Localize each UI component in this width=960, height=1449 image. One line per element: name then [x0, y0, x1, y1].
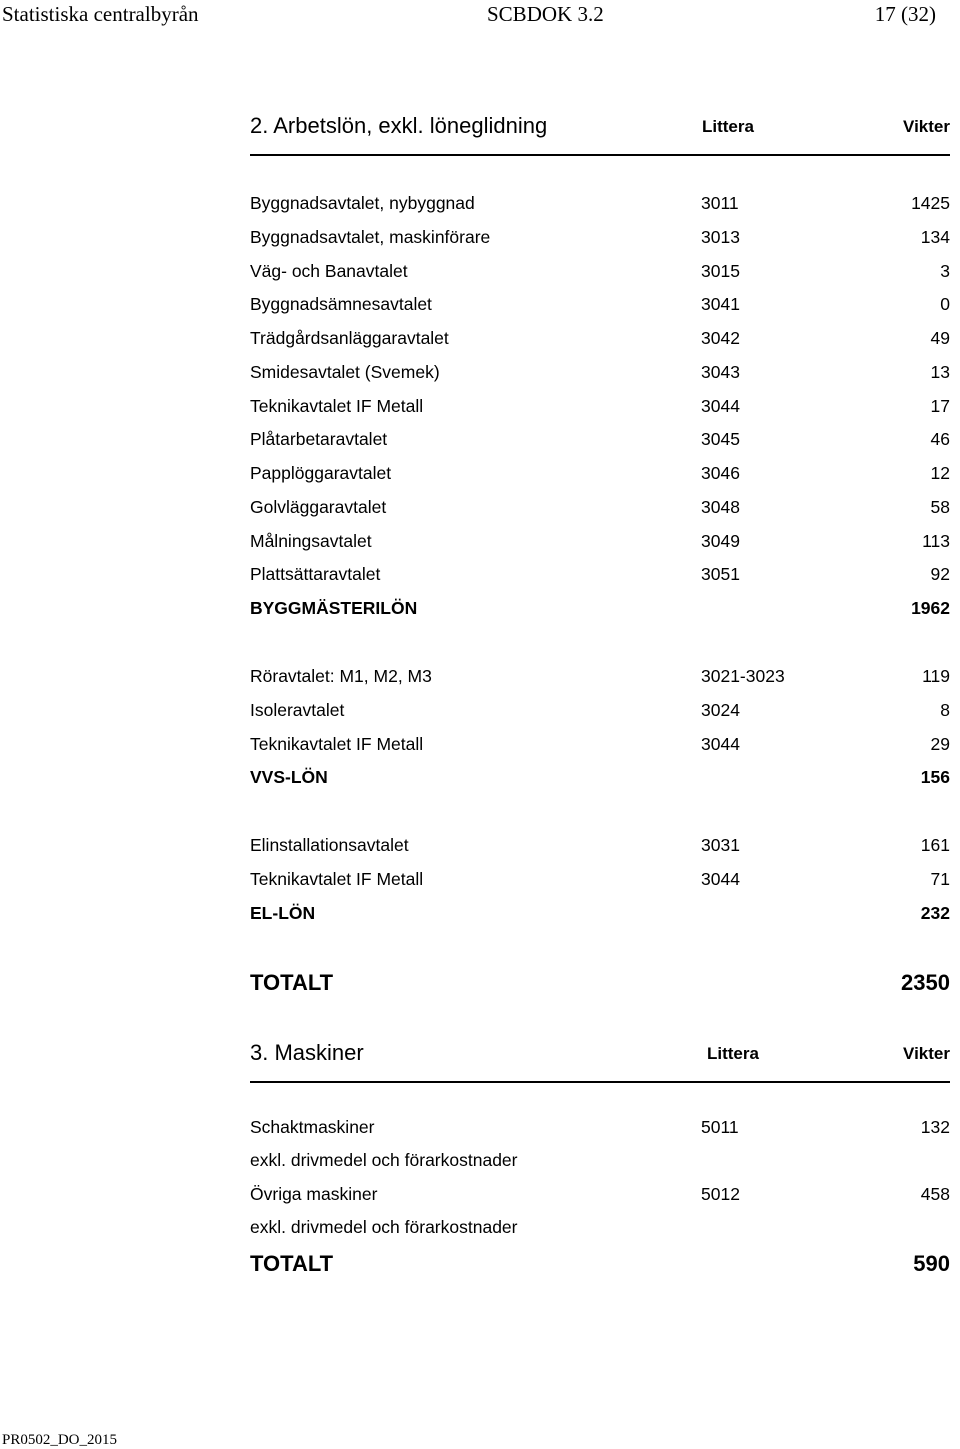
section-2-vikter-header: Vikter [903, 117, 950, 136]
section-2-title: 2. Arbetslön, exkl. löneglidning [250, 113, 548, 138]
section-2-header [250, 113, 950, 153]
row-name: VVS-LÖN [250, 767, 328, 788]
row-weight: 58 [930, 496, 950, 517]
row-littera: 3015 [701, 260, 740, 281]
section-3-vikter-header: Vikter [903, 1044, 950, 1063]
row-littera: 3024 [701, 699, 740, 720]
row-weight: 161 [920, 835, 950, 855]
row-littera: 3045 [701, 429, 740, 450]
table-row [250, 289, 950, 319]
row-littera: 3042 [701, 328, 740, 348]
row-weight: 92 [930, 564, 950, 585]
row-name: Trädgårdsanläggaravtalet [250, 328, 449, 348]
subtotal-row [250, 898, 950, 928]
table-row [250, 1145, 950, 1175]
row-weight: 0 [940, 294, 950, 315]
table-row [250, 323, 950, 353]
row-name: Byggnadsämnesavtalet [250, 294, 432, 315]
row-name: Byggnadsavtalet, nybyggnad [250, 193, 475, 213]
section-2-littera-header: Littera [702, 117, 754, 136]
row-weight: 590 [913, 1251, 950, 1276]
row-weight: 12 [930, 463, 950, 483]
table-row [250, 1112, 950, 1142]
table-row [250, 188, 950, 218]
row-name: Byggnadsavtalet, maskinförare [250, 226, 491, 247]
row-name: Plattsättaravtalet [250, 564, 381, 585]
table-row [250, 729, 950, 759]
total-row [250, 965, 950, 1001]
table-row [250, 424, 950, 454]
row-name: Teknikavtalet IF Metall [250, 733, 424, 754]
table-row [250, 695, 950, 725]
row-name: Plåtarbetaravtalet [250, 429, 388, 450]
table-row [250, 830, 950, 860]
page-number: 17 (32) [874, 2, 936, 26]
row-name: Schaktmaskiner [250, 1117, 375, 1137]
row-name: TOTALT [250, 1251, 334, 1276]
table-row [250, 391, 950, 421]
row-weight: 29 [930, 733, 950, 754]
section-3-rule [250, 1081, 950, 1083]
row-littera: 3043 [701, 361, 740, 382]
subtotal-row [250, 593, 950, 623]
row-name: Isoleravtalet [250, 699, 345, 720]
table-row [250, 864, 950, 894]
row-name: Smidesavtalet (Svemek) [250, 361, 440, 382]
row-weight: 232 [920, 902, 950, 923]
row-weight: 13 [930, 361, 950, 382]
row-littera: 5011 [701, 1117, 739, 1137]
subtotal-row [250, 762, 950, 792]
row-name: exkl. drivmedel och förarkostnader [250, 1150, 518, 1170]
row-name: Teknikavtalet IF Metall [250, 868, 424, 889]
section-3-title: 3. Maskiner [250, 1040, 364, 1065]
row-name: exkl. drivmedel och förarkostnader [250, 1217, 518, 1237]
row-littera: 3031 [701, 835, 740, 855]
row-weight: 17 [930, 395, 950, 416]
row-weight: 119 [922, 666, 950, 686]
table-row [250, 222, 950, 252]
row-name: BYGGMÄSTERILÖN [250, 598, 418, 618]
row-name: Teknikavtalet IF Metall [250, 395, 424, 416]
row-littera: 3049 [701, 530, 740, 551]
total-row [250, 1246, 950, 1282]
table-row [250, 492, 950, 522]
table-row [250, 1179, 950, 1209]
section-3-header [250, 1040, 950, 1080]
document-code: SCBDOK 3.2 [487, 2, 604, 26]
row-name: Röravtalet: M1, M2, M3 [250, 666, 432, 686]
row-name: Papplöggaravtalet [250, 463, 392, 483]
table-row [250, 357, 950, 387]
row-name: Golvläggaravtalet [250, 496, 387, 517]
section-2-rule [250, 154, 950, 156]
row-weight: 156 [920, 767, 950, 788]
organization-name: Statistiska centralbyrån [2, 2, 199, 26]
row-weight: 46 [930, 429, 950, 450]
section-3-littera-header: Littera [707, 1044, 759, 1063]
row-weight: 71 [930, 868, 950, 889]
row-littera: 3044 [701, 868, 740, 889]
row-name: Målningsavtalet [250, 530, 372, 551]
table-row [250, 1212, 950, 1242]
row-weight: 132 [920, 1117, 950, 1137]
row-name: Elinstallationsavtalet [250, 835, 409, 855]
row-name: EL-LÖN [250, 902, 316, 923]
row-weight: 1962 [911, 598, 950, 618]
row-littera: 3013 [701, 226, 740, 247]
row-littera: 3044 [701, 733, 740, 754]
row-littera: 3044 [701, 395, 740, 416]
row-littera: 3051 [701, 564, 740, 585]
row-weight: 458 [920, 1184, 950, 1204]
row-weight: 8 [940, 699, 950, 720]
row-weight: 134 [920, 226, 950, 247]
row-littera: 3021-3023 [701, 666, 785, 686]
table-row [250, 559, 950, 589]
row-weight: 2350 [901, 970, 950, 995]
table-row [250, 256, 950, 286]
row-littera: 3048 [701, 496, 740, 517]
table-row [250, 526, 950, 556]
row-name: Väg- och Banavtalet [250, 260, 408, 281]
row-littera: 3011 [701, 193, 739, 213]
table-row [250, 661, 950, 691]
row-name: TOTALT [250, 970, 334, 995]
row-weight: 113 [922, 530, 950, 551]
row-littera: 3041 [701, 294, 740, 315]
table-row [250, 458, 950, 488]
footer-code: PR0502_DO_2015 [2, 1432, 118, 1448]
row-name: Övriga maskiner [250, 1184, 378, 1204]
row-weight: 3 [940, 260, 950, 281]
row-littera: 3046 [701, 463, 740, 483]
row-weight: 1425 [911, 193, 950, 213]
row-weight: 49 [930, 328, 950, 348]
row-littera: 5012 [701, 1184, 740, 1204]
